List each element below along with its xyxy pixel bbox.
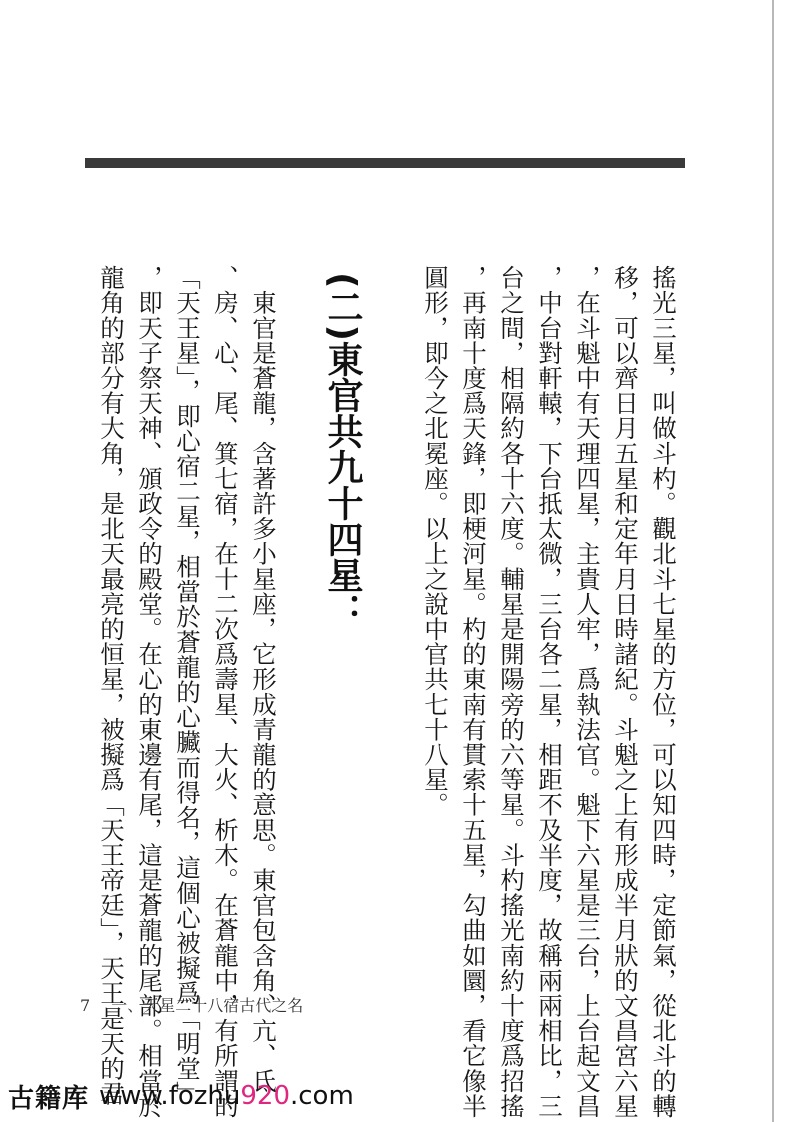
text-column-7: 圓形，即今之北冕座。以上之說中官共七十八星。 xyxy=(421,265,450,818)
watermark xyxy=(8,1076,354,1116)
watermark-site-name: 古籍库 xyxy=(8,1083,90,1114)
text-column-2: 移，可以齊日月五星和定年月日時諸紀。斗魁之上有形成半月狀的文昌宮六星 xyxy=(611,265,640,1119)
page-binding-edge xyxy=(772,0,774,1122)
page-number: 7 xyxy=(80,996,91,1015)
header-rule xyxy=(85,158,685,168)
text-column-4: ，中台對軒轅，下台抵太微，三台各二星，相距不及半度，故稱兩兩相比，三 xyxy=(535,265,564,1119)
watermark-url-number: 920 xyxy=(240,1081,290,1111)
text-column-6: ，再南十度爲天鋒，即梗河星。杓的東南有貫索十五星，勾曲如圜，看它像半 xyxy=(459,265,488,1119)
text-column-5: 台之間，相隔約各十六度。輔星是開陽旁的六等星。斗杓搖光南約十度爲招搖 xyxy=(497,265,526,1119)
text-column-12: 龍角的部分有大角，是北天最亮的恒星，被擬爲「天王帝廷」，天王是天的君 xyxy=(97,265,126,1107)
text-column-8: 東官是蒼龍，含著許多小星座，它形成青龍的意思。東官包含角、亢、氐 xyxy=(249,265,278,1094)
watermark-url-prefix: www.fozhu xyxy=(99,1081,241,1111)
text-column-10: 「天王星」，即心宿二星，相當於蒼龍的心臟而得名，這個心被擬爲「明堂」 xyxy=(173,265,202,1107)
text-column-11: ，即天子祭天神、頒政令的殿堂。在心的東邊有尾，這是蒼龍的尾部。相當於 xyxy=(135,265,164,1119)
text-column-1: 搖光三星，叫做斗杓。觀北斗七星的方位，可以知四時，定節氣，從北斗的轉 xyxy=(649,265,678,1119)
watermark-url xyxy=(99,1081,354,1111)
watermark-url-suffix: .com xyxy=(290,1081,354,1111)
section-heading: (二)東官共九十四星： xyxy=(322,272,363,629)
running-title: 一、天星二十八宿古代之名 xyxy=(111,996,304,1015)
text-column-9: 、房、心、尾、箕七宿，在十二次爲壽星、大火、析木。在蒼龍中，有所謂的 xyxy=(211,265,240,1119)
text-column-3: ，在斗魁中有天理四星，主貴人牢，爲執法官。魁下六星是三台，上台起文昌 xyxy=(573,265,602,1119)
page-footer xyxy=(80,993,303,1016)
